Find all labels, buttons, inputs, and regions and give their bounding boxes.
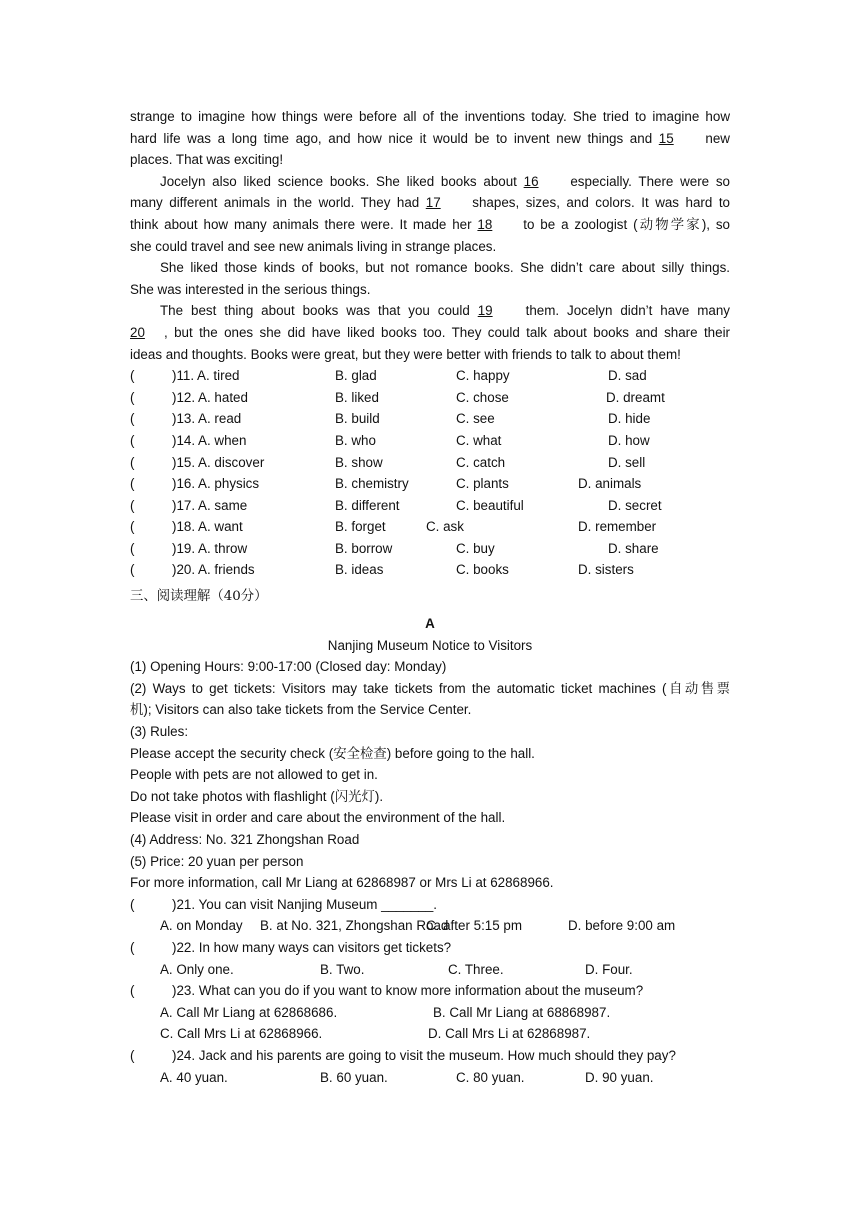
part-label: A [425,616,435,632]
question-19: ( )19. A. throw B. borrow C. buy D. share [130,540,659,556]
notice-line: (1) Opening Hours: 9:00-17:00 (Closed day: Monday) [130,659,447,675]
notice-line: 机); Visitors can also take tickets from the Service Center. [130,702,472,719]
passage-line: strange to imagine how things were before all of the inventions today. She tried to imagine how [130,109,730,124]
question-17: ( )17. A. same B. different C. beautiful D. secret [130,497,662,513]
passage-line: She liked those kinds of books, but not romance books. She didn’t care about silly things. [160,260,730,276]
cloze-options [130,365,730,581]
passage-line: hard life was a long time ago, and how nice it would be to invent new things and 15 new [130,128,730,150]
notice-line: (5) Price: 20 yuan per person [130,853,304,869]
passage-line: The best thing about books was that you could 19 them. Jocelyn didn’t have many [130,300,730,322]
document-page [130,106,730,1088]
blank-18: 18 [477,216,493,232]
notice-line: Do not take photos with flashlight (闪光灯). [130,788,384,805]
question-11: ( )11. A. tired B. glad C. happy D. sad [130,368,647,384]
cloze-passage [130,106,730,365]
question-23-options: A. Call Mr Liang at 62868686. B. Call Mr Liang at 68868987. [160,1004,611,1020]
passage-line: Jocelyn also liked science books. She liked books about 16 especially. There were so [130,171,730,193]
question-18: ( )18. A. want B. forget C. ask D. remember [130,519,657,535]
question-24-options: A. 40 yuan. B. 60 yuan. C. 80 yuan. D. 90 yuan. [160,1069,654,1085]
question-14: ( )14. A. when B. who C. what D. how [130,432,650,448]
question-13: ( )13. A. read B. build C. see D. hide [130,411,651,427]
notice-line: Please accept the security check (安全检查) before going to the hall. [130,745,535,762]
question-23: ( )23. What can you do if you want to know more information about the museum? [130,983,644,999]
passage-line: places. That was exciting! [130,152,284,168]
notice-line: (3) Rules: [130,724,189,740]
passage-line: think about how many animals there were. It made her 18 to be a zoologist (动物学家), so [130,214,730,236]
passage-line: she could travel and see new animals living in strange places. [130,238,497,254]
blank-20: 20 [130,324,145,340]
question-12: ( )12. A. hated B. liked C. chose D. dreamt [130,389,665,405]
passage-line: many different animals in the world. They had 17 shapes, sizes, and colors. It was hard to [130,192,730,214]
question-22: ( )22. In how many ways can visitors get tickets? [130,939,452,955]
question-16: ( )16. A. physics B. chemistry C. plants D. animals [130,476,642,492]
question-23-options-2: C. Call Mrs Li at 62868966. D. Call Mrs Li at 62868987. [160,1026,591,1042]
notice-title: Nanjing Museum Notice to Visitors [327,637,533,653]
blank-15: 15 [658,130,674,146]
blank-17: 17 [425,195,441,211]
passage-line: ideas and thoughts. Books were great, but they were better with friends to talk to about them! [130,346,681,362]
blank-19: 19 [477,303,493,319]
reading-questions [130,894,730,1088]
passage-line: She was interested in the serious things. [130,281,371,297]
question-21: ( )21. You can visit Nanjing Museum _______. [130,896,438,912]
notice-body [130,656,730,894]
blank-16: 16 [523,173,539,189]
question-15: ( )15. A. discover B. show C. catch D. sell [130,454,646,470]
question-22-options: A. Only one. B. Two. C. Three. D. Four. [160,961,633,977]
notice-line: (2) Ways to get tickets: Visitors may take tickets from the automatic ticket machines (自动售票 [130,680,730,697]
question-21-options: A. on Monday B. at No. 321, Zhongshan Road C. after 5:15 pm D. before 9:00 am [160,918,676,934]
section-title: 三、阅读理解（40分） [130,589,268,605]
notice-line: People with pets are not allowed to get in. [130,767,378,783]
passage-line: 20 , but the ones she did have liked books too. They could talk about books and share their [130,322,730,344]
question-24: ( )24. Jack and his parents are going to visit the museum. How much should they pay? [130,1047,676,1063]
notice-line: Please visit in order and care about the environment of the hall. [130,810,506,826]
notice-line: For more information, call Mr Liang at 62868987 or Mrs Li at 62868966. [130,875,554,891]
notice-line: (4) Address: No. 321 Zhongshan Road [130,832,360,847]
question-20: ( )20. A. friends B. ideas C. books D. sisters [130,562,634,578]
